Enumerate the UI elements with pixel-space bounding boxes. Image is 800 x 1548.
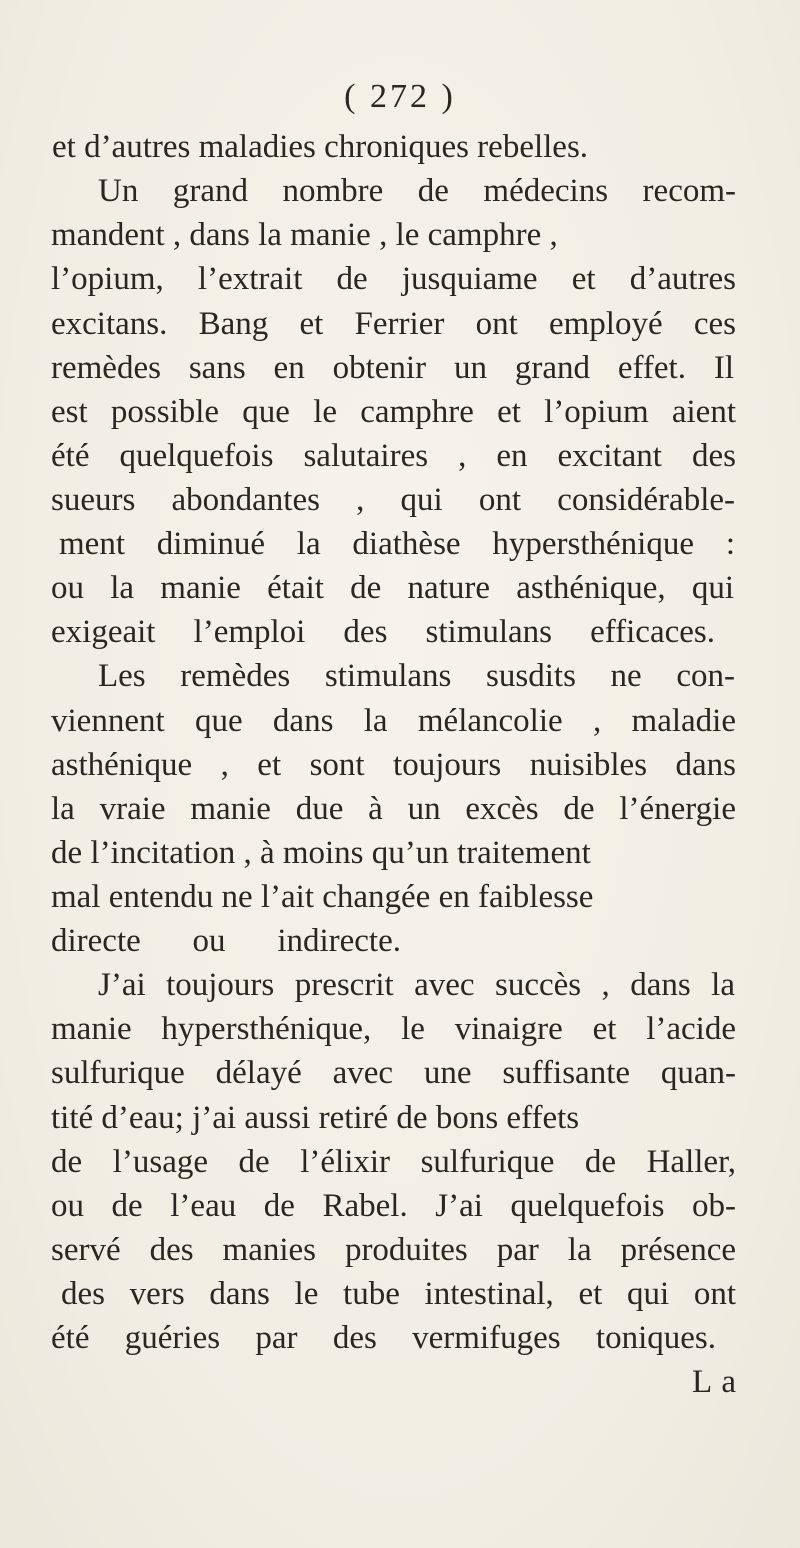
- text-line: est possible que le camphre et l’opium aient: [51, 394, 736, 430]
- text-line: servé des manies produites par la présence: [51, 1232, 736, 1268]
- text-line: été guéries par des vermifuges toniques.: [51, 1320, 716, 1356]
- text-line: J’ai toujours prescrit avec succès , dans la: [98, 967, 735, 1003]
- text-line: Un grand nombre de médecins recom-: [98, 173, 736, 209]
- text-line: ment diminué la diathèse hypersthénique :: [59, 526, 735, 562]
- text-line: exigeait l’emploi des stimulans efficaces.: [51, 614, 715, 650]
- text-line: sulfurique délayé avec une suffisante quan-: [51, 1055, 736, 1091]
- text-line: de l’usage de l’élixir sulfurique de Haller,: [51, 1144, 736, 1180]
- text-line: Les remèdes stimulans susdits ne con-: [98, 658, 735, 694]
- text-line: été quelquefois salutaires , en excitant des: [51, 438, 736, 474]
- text-line: mal entendu ne l’ait changée en faiblesse: [51, 879, 594, 915]
- text-line: directe ou indirecte.: [51, 923, 401, 959]
- text-line: l’opium, l’extrait de jusquiame et d’autres: [51, 261, 736, 297]
- text-line: et d’autres maladies chroniques rebelles.: [52, 129, 589, 165]
- text-line: mandent , dans la manie , le camphre ,: [51, 217, 558, 253]
- text-line: ou de l’eau de Rabel. J’ai quelquefois ob-: [51, 1188, 736, 1224]
- text-line: excitans. Bang et Ferrier ont employé ces: [51, 306, 736, 342]
- page-number: ( 272 ): [344, 78, 456, 115]
- text-line: de l’incitation , à moins qu’un traitement: [51, 835, 591, 871]
- text-line: manie hypersthénique, le vinaigre et l’acide: [51, 1011, 736, 1047]
- text-line: viennent que dans la mélancolie , maladie: [51, 703, 736, 739]
- text-line: remèdes sans en obtenir un grand effet. Il: [51, 350, 734, 386]
- text-line: la vraie manie due à un excès de l’énergie: [51, 791, 736, 827]
- text-line: tité d’eau; j’ai aussi retiré de bons effets: [51, 1100, 580, 1136]
- text-line: asthénique , et sont toujours nuisibles dans: [51, 747, 736, 783]
- text-line: des vers dans le tube intestinal, et qui ont: [61, 1276, 736, 1312]
- text-line: ou la manie était de nature asthénique, qui: [51, 570, 734, 606]
- text-line: sueurs abondantes , qui ont considérable-: [51, 482, 735, 518]
- catchword: La: [692, 1364, 746, 1400]
